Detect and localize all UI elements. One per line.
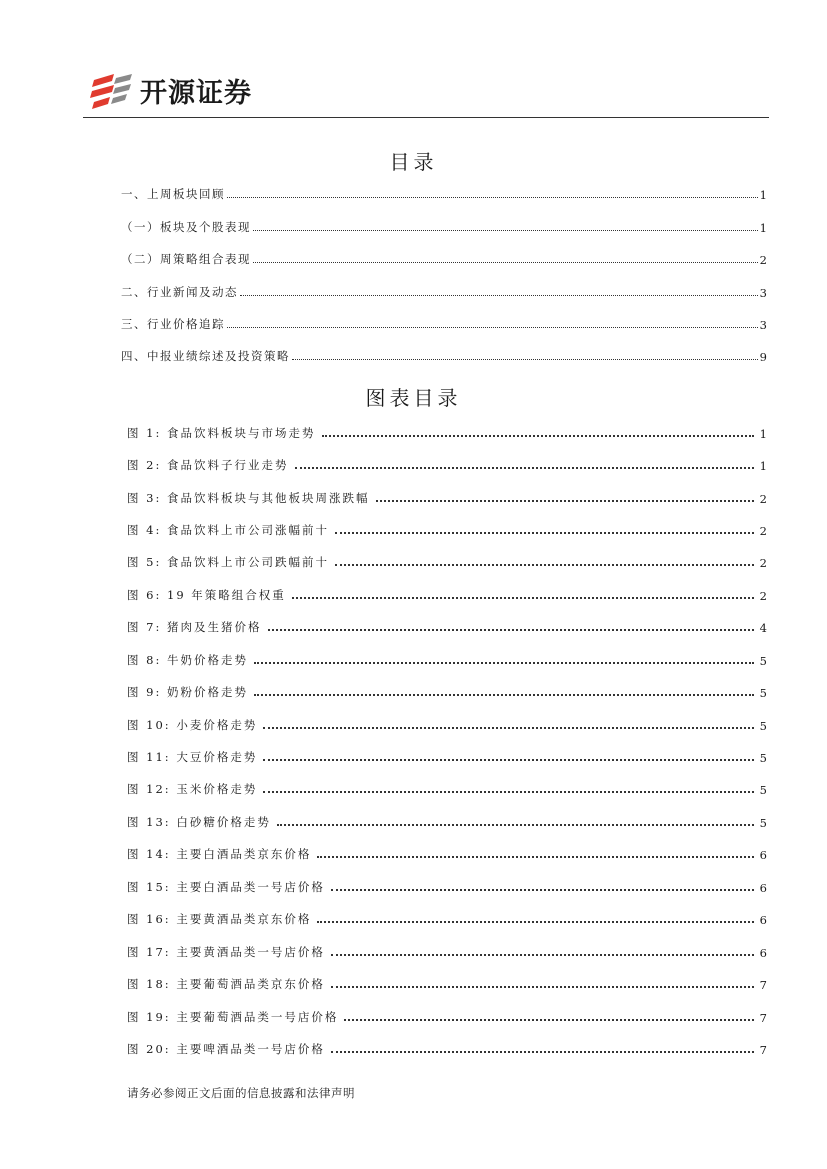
toc-item[interactable]	[121, 316, 767, 332]
figure-item-label: 图 17: 主要黄酒品类一号店价格	[127, 945, 325, 959]
leader-dots	[263, 759, 753, 761]
toc-item-page: 2	[759, 253, 767, 267]
figure-item[interactable]	[127, 911, 767, 927]
figure-item-label: 图 14: 主要白酒品类京东价格	[127, 847, 312, 861]
leader-dots	[331, 954, 754, 956]
toc-item[interactable]	[121, 219, 767, 235]
figure-item[interactable]	[127, 1009, 767, 1025]
figure-item-label: 图 3: 食品饮料板块与其他板块周涨跌幅	[127, 491, 370, 505]
toc-item-label: 四、中报业绩综述及投资策略	[121, 349, 290, 363]
toc-item-label: （一）板块及个股表现	[121, 220, 251, 234]
figure-item-label: 图 9: 奶粉价格走势	[127, 685, 249, 699]
figure-item-label: 图 11: 大豆价格走势	[127, 750, 258, 764]
figure-item-label: 图 12: 玉米价格走势	[127, 782, 258, 796]
figure-item-page: 5	[759, 751, 767, 765]
figure-item-page: 6	[759, 881, 767, 895]
figure-item[interactable]	[127, 587, 767, 603]
figure-item-page: 7	[759, 1011, 767, 1025]
figure-item-page: 2	[759, 524, 767, 538]
leader-dots	[227, 327, 758, 328]
figure-item-page: 5	[759, 816, 767, 830]
header	[90, 68, 490, 112]
figure-item[interactable]	[127, 490, 767, 506]
figure-item-label: 图 10: 小麦价格走势	[127, 718, 258, 732]
brand-name: 开源证券	[140, 77, 252, 109]
figure-item-page: 6	[759, 913, 767, 927]
figure-item[interactable]	[127, 457, 767, 473]
figure-item[interactable]	[127, 619, 767, 635]
figure-item-label: 图 15: 主要白酒品类一号店价格	[127, 880, 325, 894]
figure-item[interactable]	[127, 1041, 767, 1057]
leader-dots	[254, 694, 754, 696]
figure-item-page: 5	[759, 719, 767, 733]
figure-item[interactable]	[127, 684, 767, 700]
figure-item-label: 图 13: 白砂糖价格走势	[127, 815, 271, 829]
figure-item-label: 图 8: 牛奶价格走势	[127, 653, 249, 667]
header-rule	[83, 117, 769, 118]
toc-item-page: 1	[759, 221, 767, 235]
figure-item[interactable]	[127, 781, 767, 797]
leader-dots	[344, 1019, 753, 1021]
figure-item-page: 7	[759, 978, 767, 992]
figure-item-page: 2	[759, 492, 767, 506]
leader-dots	[263, 791, 753, 793]
leader-dots	[277, 824, 754, 826]
leader-dots	[268, 629, 754, 631]
leader-dots	[263, 727, 753, 729]
leader-dots	[254, 662, 754, 664]
figure-item-label: 图 2: 食品饮料子行业走势	[127, 458, 289, 472]
figure-item-page: 1	[759, 459, 767, 473]
figure-item[interactable]	[127, 554, 767, 570]
figures-title: 图表目录	[365, 386, 462, 410]
figure-item-page: 6	[759, 848, 767, 862]
figure-item-page: 2	[759, 589, 767, 603]
toc-item-page: 3	[759, 286, 767, 300]
figure-item[interactable]	[127, 425, 767, 441]
figure-item[interactable]	[127, 717, 767, 733]
toc-item-page: 9	[759, 350, 767, 364]
toc-item[interactable]	[121, 251, 767, 267]
figure-item[interactable]	[127, 749, 767, 765]
toc-item[interactable]	[121, 348, 767, 364]
toc-item-label: 二、行业新闻及动态	[121, 285, 238, 299]
figure-item-label: 图 4: 食品饮料上市公司涨幅前十	[127, 523, 330, 537]
figure-item[interactable]	[127, 652, 767, 668]
leader-dots	[335, 564, 754, 566]
leader-dots	[292, 597, 754, 599]
leader-dots	[317, 856, 753, 858]
figure-item[interactable]	[127, 976, 767, 992]
figure-item-page: 4	[759, 621, 767, 635]
toc-title: 目录	[389, 150, 438, 174]
leader-dots	[331, 986, 754, 988]
leader-dots	[335, 532, 754, 534]
figure-item-label: 图 20: 主要啤酒品类一号店价格	[127, 1042, 325, 1056]
kaiyuan-logo-icon	[90, 70, 134, 110]
figure-item[interactable]	[127, 522, 767, 538]
leader-dots	[322, 435, 754, 437]
figure-item[interactable]	[127, 879, 767, 895]
leader-dots	[292, 359, 758, 360]
figure-item-page: 2	[759, 556, 767, 570]
figure-item-label: 图 6: 19 年策略组合权重	[127, 588, 286, 602]
leader-dots	[295, 467, 754, 469]
figure-item-label: 图 18: 主要葡萄酒品类京东价格	[127, 977, 325, 991]
figure-item-page: 5	[759, 686, 767, 700]
figure-item-page: 7	[759, 1043, 767, 1057]
figure-item-label: 图 7: 猪肉及生猪价格	[127, 620, 262, 634]
toc-item-label: 一、上周板块回顾	[121, 187, 225, 201]
leader-dots	[227, 197, 758, 198]
figure-item-page: 5	[759, 654, 767, 668]
toc-item[interactable]	[121, 284, 767, 300]
leader-dots	[376, 500, 754, 502]
figure-item-label: 图 1: 食品饮料板块与市场走势	[127, 426, 316, 440]
leader-dots	[240, 295, 758, 296]
figure-item-label: 图 5: 食品饮料上市公司跌幅前十	[127, 555, 330, 569]
toc-item-label: 三、行业价格追踪	[121, 317, 225, 331]
figure-item[interactable]	[127, 846, 767, 862]
leader-dots	[317, 921, 753, 923]
toc-item-label: （二）周策略组合表现	[121, 252, 251, 266]
toc-item-page: 3	[759, 318, 767, 332]
footer-disclaimer: 请务必参阅正文后面的信息披露和法律声明	[127, 1086, 355, 1100]
figure-item-label: 图 19: 主要葡萄酒品类一号店价格	[127, 1010, 339, 1024]
leader-dots	[331, 1051, 754, 1053]
figure-item-page: 1	[759, 427, 767, 441]
figure-item-page: 6	[759, 946, 767, 960]
leader-dots	[253, 230, 758, 231]
figure-item-page: 5	[759, 783, 767, 797]
figure-item[interactable]	[127, 944, 767, 960]
toc-item-page: 1	[759, 188, 767, 202]
toc-item[interactable]	[121, 186, 767, 202]
figure-item[interactable]	[127, 814, 767, 830]
figure-item-label: 图 16: 主要黄酒品类京东价格	[127, 912, 312, 926]
leader-dots	[331, 889, 754, 891]
leader-dots	[253, 262, 758, 263]
